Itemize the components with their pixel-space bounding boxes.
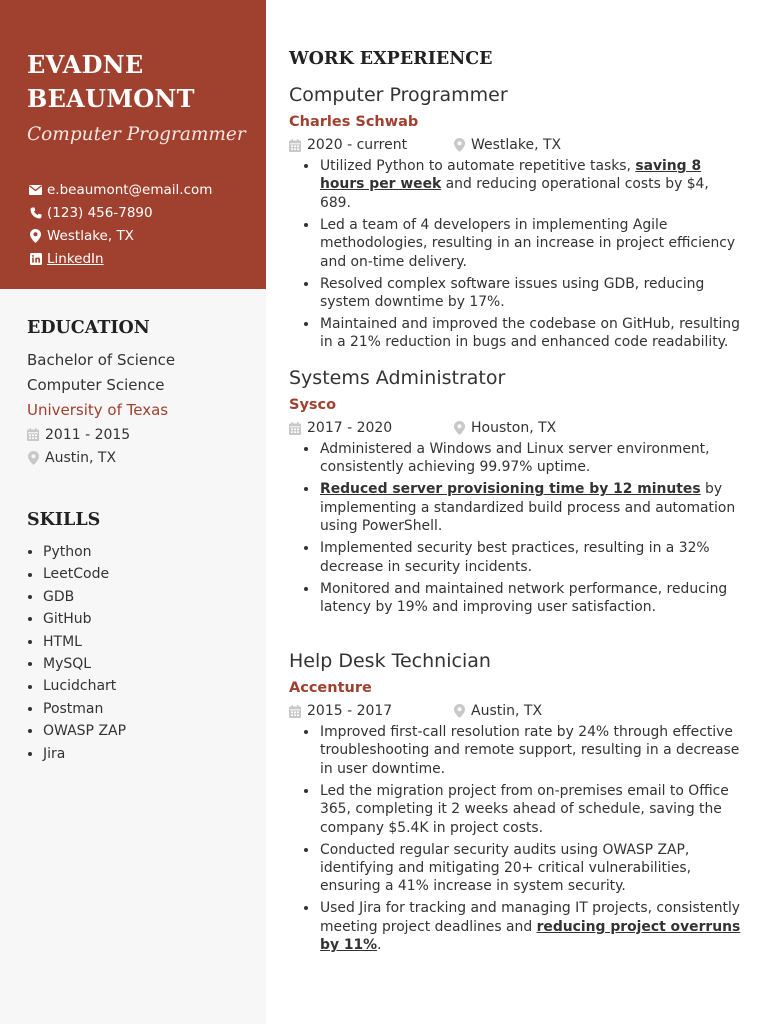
bullet-text: Administered a Windows and Linux server environment, consistently achieving 99.97% uptime. — [320, 441, 710, 476]
education-dates — [27, 423, 257, 446]
skills-title: SKILLS — [27, 510, 101, 530]
envelope-icon — [29, 183, 42, 196]
bullet-text: Utilized Python to automate repetitive tasks, — [320, 158, 636, 174]
calendar-icon — [289, 705, 301, 718]
job-bullet — [289, 440, 744, 477]
job-title: Computer Programmer — [289, 84, 508, 106]
map-pin-icon — [453, 422, 465, 435]
job-title: Systems Administrator — [289, 367, 506, 389]
job-company: Accenture — [289, 680, 372, 696]
job-bullet — [289, 580, 744, 617]
skills-list — [27, 541, 257, 765]
bullet-text: and reducing operational costs by $4, 689. — [320, 176, 709, 211]
skill-item: HTML — [27, 631, 257, 653]
last-name: BEAUMONT — [27, 84, 195, 113]
education-school: University of Texas — [27, 401, 169, 419]
job-entry — [289, 648, 744, 958]
map-pin-icon — [29, 229, 42, 242]
resume-header — [0, 0, 266, 289]
candidate-name — [27, 48, 257, 116]
job-company: Sysco — [289, 397, 337, 413]
map-pin-icon — [453, 705, 465, 718]
skill-item: Python — [27, 541, 257, 563]
contact-phone[interactable] — [29, 201, 259, 224]
calendar-icon — [289, 139, 301, 152]
job-location-text: Austin, TX — [471, 703, 543, 719]
skill-item: Postman — [27, 698, 257, 720]
job-bullet — [289, 315, 744, 352]
map-pin-icon — [27, 451, 39, 464]
skill-item: OWASP ZAP — [27, 720, 257, 742]
skill-item: Jira — [27, 743, 257, 765]
education-dates-text: 2011 - 2015 — [45, 426, 131, 443]
job-dates-text: 2017 - 2020 — [307, 420, 393, 436]
job-dates — [289, 137, 453, 153]
job-meta — [289, 134, 744, 156]
bullet-text: Monitored and maintained network performance, reducing latency by 19% and improving user satisfaction. — [320, 580, 728, 616]
job-bullet — [289, 899, 744, 954]
skill-item: GDB — [27, 586, 257, 608]
skill-item: GitHub — [27, 608, 257, 630]
job-company: Charles Schwab — [289, 114, 419, 130]
education-field: Computer Science — [27, 376, 165, 394]
job-bullet — [289, 539, 744, 576]
job-entry — [289, 365, 744, 620]
location-text: Westlake, TX — [47, 227, 134, 244]
contact-location — [29, 224, 259, 247]
job-bullet — [289, 216, 744, 271]
calendar-icon — [27, 428, 39, 441]
skill-item: MySQL — [27, 653, 257, 675]
job-meta — [289, 417, 744, 439]
job-dates-text: 2015 - 2017 — [307, 703, 393, 719]
job-bullet — [289, 157, 744, 212]
job-dates — [289, 703, 453, 719]
job-bullets — [289, 157, 744, 352]
bullet-text: Resolved complex software issues using GDB, reducing system downtime by 17%. — [320, 275, 705, 311]
bullet-text: Led a team of 4 developers in implementing Agile methodologies, resulting in an increase in project efficiency and on-time delivery. — [320, 216, 736, 270]
job-bullet — [289, 480, 744, 535]
job-bullets — [289, 723, 744, 955]
job-title: Help Desk Technician — [289, 650, 491, 672]
job-meta — [289, 700, 744, 722]
bullet-text: Improved first-call resolution rate by 24% through effective troubleshooting and remote support, resulting in a decrease in user downtime. — [320, 724, 740, 777]
education-location — [27, 446, 257, 469]
job-location-text: Houston, TX — [471, 420, 557, 436]
contact-email[interactable] — [29, 178, 259, 201]
skill-item: Lucidchart — [27, 675, 257, 697]
skill-item: LeetCode — [27, 563, 257, 585]
first-name: EVADNE — [27, 50, 144, 79]
job-location — [453, 420, 556, 436]
education-title: EDUCATION — [27, 318, 150, 338]
job-location — [453, 703, 542, 719]
linkedin-link[interactable]: LinkedIn — [47, 250, 104, 267]
job-bullet — [289, 841, 744, 896]
work-experience-title: WORK EXPERIENCE — [289, 49, 493, 69]
contact-linkedin[interactable] — [29, 247, 259, 270]
contact-list — [29, 178, 259, 270]
bullet-highlight: reducing project overruns by 11% — [320, 918, 741, 954]
job-bullet — [289, 723, 744, 778]
job-location-text: Westlake, TX — [471, 137, 562, 153]
job-bullet — [289, 275, 744, 312]
job-entry — [289, 82, 744, 355]
phone-text: (123) 456-7890 — [47, 204, 153, 221]
bullet-text: Maintained and improved the codebase on GitHub, resulting in a 21% reduction in bugs and enhanced code readability. — [320, 316, 740, 351]
job-dates — [289, 420, 453, 436]
calendar-icon — [289, 422, 301, 435]
email-text: e.beaumont@email.com — [47, 181, 213, 198]
linkedin-icon — [29, 252, 42, 265]
phone-icon — [29, 206, 42, 219]
bullet-text: Implemented security best practices, resulting in a 32% decrease in security incidents. — [320, 540, 710, 575]
bullet-text: Used Jira for tracking and managing IT projects, consistently meeting project deadlines and — [320, 900, 741, 935]
job-bullets — [289, 440, 744, 616]
education-degree: Bachelor of Science — [27, 351, 176, 369]
education-location-text: Austin, TX — [45, 449, 117, 466]
education-section — [27, 348, 257, 469]
job-dates-text: 2020 - current — [307, 137, 408, 153]
map-pin-icon — [453, 139, 465, 152]
job-location — [453, 137, 561, 153]
bullet-highlight: saving 8 hours per week — [320, 158, 702, 193]
bullet-text: . — [377, 937, 382, 954]
bullet-text: Led the migration project from on-premises email to Office 365, completing it 2 weeks ahead of schedule, saving the company $5.4K in project costs. — [320, 782, 729, 836]
job-bullet — [289, 782, 744, 837]
bullet-text: Conducted regular security audits using OWASP ZAP, identifying and mitigating 20+ critical vulnerabilities, ensuring a 41% increase in system security. — [320, 841, 692, 895]
bullet-highlight: Reduced server provisioning time by 12 minutes — [320, 481, 701, 498]
candidate-role: Computer Programmer — [27, 124, 246, 145]
bullet-text: by implementing a standardized build process and automation using PowerShell. — [320, 481, 736, 535]
